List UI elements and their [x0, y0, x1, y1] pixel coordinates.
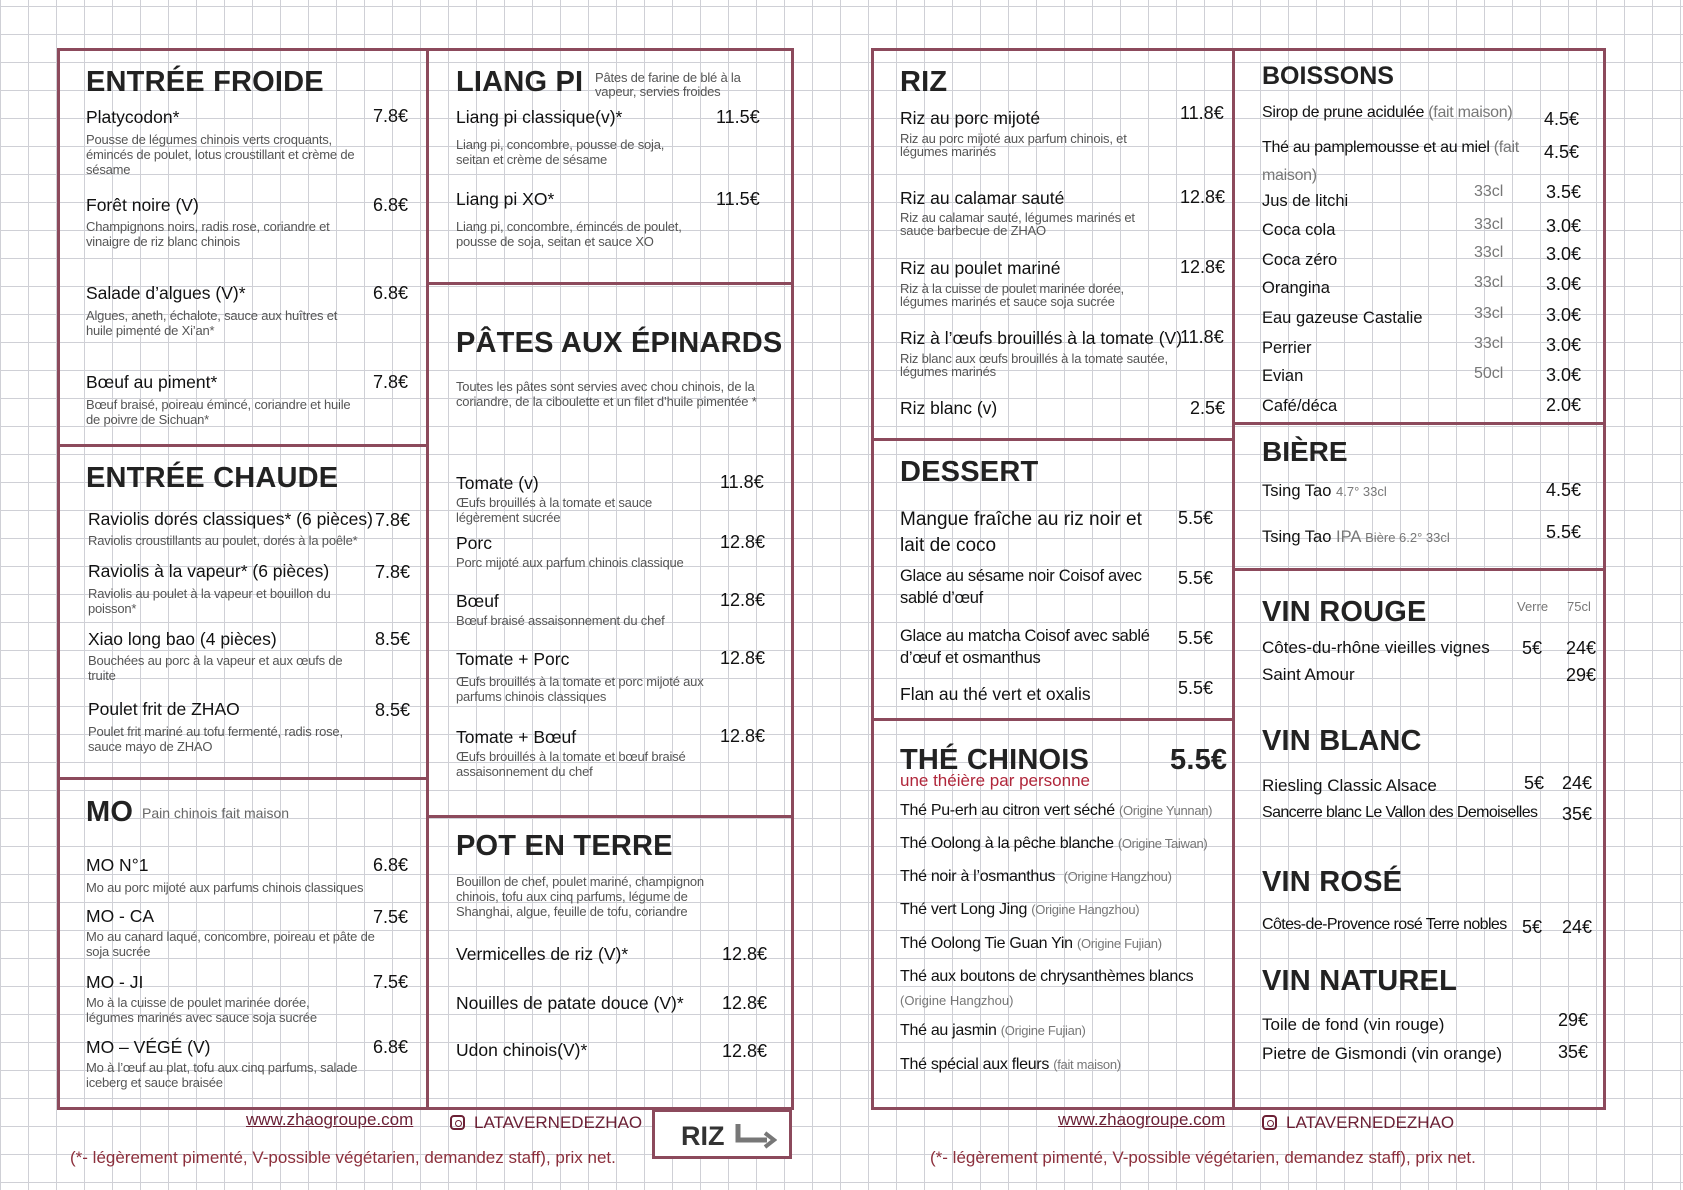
- menu-item-price: 12.8€: [720, 726, 766, 746]
- menu-item-price: 6.8€: [373, 855, 409, 875]
- menu-item-desc: Champignons noirs, radis rose, coriandre et vinaigre de riz blanc chinois: [86, 219, 330, 249]
- menu-item-desc: Œufs brouillés à la tomate et bœuf braisé assaisonnement du chef: [456, 749, 686, 779]
- drink-price: 3.0€: [1546, 365, 1582, 385]
- menu-item-name: Tomate + Porc: [456, 649, 570, 669]
- instagram-handle[interactable]: [450, 1113, 642, 1133]
- drink-name: Coca cola: [1262, 221, 1336, 239]
- wine-bottle: 35€: [1562, 804, 1593, 824]
- menu-item-name: Porc: [456, 533, 492, 553]
- tea-origin: (Origine Hangzhou): [1031, 902, 1140, 917]
- beer-detail: Bière 6.2° 33cl: [1365, 530, 1450, 545]
- menu-item-name: Riz blanc (v): [900, 398, 998, 418]
- menu-item-name: Glace au sésame noir Coisof avec sablé d’œuf: [900, 567, 1142, 607]
- beer-price: 4.5€: [1546, 480, 1582, 500]
- menu-item-price: 6.8€: [373, 1037, 409, 1057]
- menu-item-name: Glace au matcha Coisof avec sablé d’œuf et osmanthus: [900, 627, 1150, 667]
- wine-bottle: 29€: [1558, 1010, 1589, 1030]
- drink-price: 3.0€: [1546, 305, 1582, 325]
- tea-origin: (Origine Hangzhou): [1063, 869, 1172, 884]
- menu-item-name: Udon chinois(V)*: [456, 1040, 588, 1060]
- drink-price: 3.0€: [1546, 244, 1582, 264]
- wine-name: Pietre de Gismondi (vin orange): [1262, 1044, 1503, 1063]
- tea-name: Thé Pu-erh au citron vert séché: [900, 802, 1115, 819]
- divider: [871, 438, 1235, 441]
- drink-name: Eau gazeuse Castalie: [1262, 309, 1423, 327]
- menu-item-price: 5.5€: [1178, 628, 1214, 648]
- divider: [57, 777, 429, 780]
- the-price: 5.5€: [1170, 744, 1228, 776]
- section-title-entree-chaude: ENTRÉE CHAUDE: [86, 462, 339, 494]
- drink-name: Café/déca: [1262, 397, 1338, 415]
- drink-price: 3.0€: [1546, 216, 1582, 236]
- menu-item-desc: Raviolis croustillants au poulet, dorés à la poêle*: [88, 533, 358, 548]
- website-link[interactable]: www.zhaogroupe.com: [1058, 1110, 1226, 1129]
- menu-item-price: 5.5€: [1178, 508, 1214, 528]
- section-title-boissons: BOISSONS: [1262, 62, 1394, 90]
- menu-item-desc: Mo à la cuisse de poulet marinée dorée, légumes marinés avec sauce soja sucrée: [86, 995, 317, 1025]
- website-link[interactable]: www.zhaogroupe.com: [246, 1110, 414, 1129]
- menu-item-price: 7.8€: [373, 372, 409, 392]
- menu-item-desc: Liang pi, concombre, pousse de soja, seitan et crème de sésame: [456, 137, 665, 167]
- menu-item-price: 7.5€: [373, 907, 409, 927]
- wine-col-verre: Verre: [1517, 599, 1549, 614]
- menu-item-desc: Mo à l’œuf au plat, tofu aux cinq parfums, salade iceberg et sauce braisée: [86, 1060, 358, 1090]
- drink-name: Thé au pamplemousse et au miel: [1262, 139, 1490, 156]
- menu-item-desc: Raviolis au poulet à la vapeur et bouillon du poisson*: [88, 586, 331, 616]
- wine-name: Riesling Classic Alsace: [1262, 776, 1437, 795]
- drink-name: Evian: [1262, 367, 1304, 385]
- beer-name: Tsing Tao: [1262, 528, 1332, 546]
- menu-item-price: 12.8€: [720, 532, 766, 552]
- drink-volume: 33cl: [1474, 216, 1504, 233]
- wine-bottle: 24€: [1562, 917, 1593, 937]
- tea-item: [900, 868, 1172, 886]
- menu-item-name: Riz à l’œufs brouillés à la tomate (V): [900, 328, 1183, 348]
- menu-item-price: 7.8€: [375, 562, 411, 582]
- tea-item: [900, 1056, 1121, 1074]
- tea-origin: (Origine Yunnan): [1118, 803, 1213, 818]
- beer-ipa: IPA: [1336, 528, 1361, 546]
- beer-detail: 4.7° 33cl: [1336, 484, 1387, 499]
- menu-item-desc: Porc mijoté aux parfum chinois classique: [456, 555, 684, 570]
- wine-name: Côtes-du-rhône vieilles vignes: [1262, 638, 1490, 657]
- menu-item-price: 12.8€: [720, 648, 766, 668]
- wine-name: Côtes-de-Provence rosé Terre nobles: [1262, 916, 1507, 933]
- section-intro-pot: Bouillon de chef, poulet mariné, champignon chinois, tofu aux cinq parfums, légume de Shanghai, algue, feuille de tofu, coriandre: [456, 874, 704, 919]
- menu-item-name: Xiao long bao (4 pièces): [88, 629, 277, 649]
- section-title-biere: BIÈRE: [1262, 436, 1348, 467]
- menu-item-desc: Œufs brouillés à la tomate et sauce légèrement sucrée: [456, 495, 653, 525]
- menu-item-price: 6.8€: [373, 195, 409, 215]
- tea-item: [900, 935, 1162, 953]
- footnote: (*- légèrement pimenté, V-possible végétarien, demandez staff), prix net.: [930, 1148, 1476, 1167]
- tea-name: Thé noir à l’osmanthus: [900, 868, 1056, 885]
- section-subtitle-liang-pi: Pâtes de farine de blé à la vapeur, servies froides: [595, 70, 741, 99]
- menu-item-price: 12.8€: [722, 1041, 768, 1061]
- menu-item-name: MO – VÉGÉ (V): [86, 1037, 211, 1057]
- menu-item-name: Riz au calamar sauté: [900, 188, 1065, 208]
- drink-name: Sirop de prune acidulée: [1262, 104, 1425, 121]
- menu-item-name: Liang pi classique(v)*: [456, 107, 623, 127]
- drink-name: Perrier: [1262, 339, 1312, 357]
- tea-name: Thé vert Long Jing: [900, 901, 1028, 918]
- menu-item-price: 11.5€: [716, 189, 760, 209]
- menu-item-price: 7.8€: [375, 510, 411, 530]
- section-title-vin-rouge: VIN ROUGE: [1262, 596, 1427, 628]
- menu-item-name: Bœuf: [456, 591, 499, 611]
- tea-item: [900, 835, 1207, 853]
- section-title-pot-en-terre: POT EN TERRE: [456, 830, 673, 862]
- tea-item: [900, 901, 1139, 919]
- wine-bottle: 35€: [1558, 1042, 1589, 1062]
- menu-item-name: Raviolis dorés classiques* (6 pièces): [88, 509, 373, 529]
- menu-item-price: 11.5€: [716, 107, 760, 127]
- instagram-icon: [450, 1115, 465, 1130]
- wine-name: Saint Amour: [1262, 665, 1355, 684]
- menu-item-price: 7.5€: [373, 972, 409, 992]
- riz-page-button[interactable]: [652, 1109, 792, 1159]
- turn-arrow-icon: [733, 1122, 777, 1152]
- instagram-handle[interactable]: [1262, 1113, 1454, 1133]
- beer-name: Tsing Tao: [1262, 482, 1332, 500]
- menu-item-name: Tomate (v): [456, 473, 539, 493]
- menu-item-name: Platycodon*: [86, 107, 180, 127]
- menu-item-price: 12.8€: [720, 590, 766, 610]
- menu-item-desc: Poulet frit mariné au tofu fermenté, radis rose, sauce mayo de ZHAO: [88, 724, 343, 754]
- section-title-mo: MO: [86, 796, 134, 828]
- menu-item-name: Raviolis à la vapeur* (6 pièces): [88, 561, 330, 581]
- tea-name: Thé Oolong Tie Guan Yin: [900, 935, 1073, 952]
- menu-item-price: 5.5€: [1178, 678, 1214, 698]
- menu-item-price: 2.5€: [1190, 398, 1226, 418]
- drink-price: 3.0€: [1546, 274, 1582, 294]
- drink-price: 3.5€: [1546, 182, 1582, 202]
- section-title-vin-rose: VIN ROSÉ: [1262, 866, 1403, 898]
- drink-price: 4.5€: [1544, 109, 1580, 129]
- section-title-vin-blanc: VIN BLANC: [1262, 725, 1422, 757]
- divider: [426, 815, 794, 818]
- menu-item-name: MO N°1: [86, 855, 149, 875]
- tea-item: [900, 802, 1212, 820]
- drink-name: Orangina: [1262, 279, 1330, 297]
- tea-item: [900, 1022, 1086, 1040]
- drink-volume: 33cl: [1474, 274, 1504, 291]
- menu-item-price: 11.8€: [1180, 103, 1224, 123]
- menu-item-desc: Mo au canard laqué, concombre, poireau et pâte de soja sucrée: [86, 929, 375, 959]
- menu-item-price: 7.8€: [373, 106, 409, 126]
- drink-volume: 33cl: [1474, 244, 1504, 261]
- beer-item: [1262, 528, 1450, 547]
- menu-item-desc: Œufs brouillés à la tomate et porc mijoté aux parfums chinois classiques: [456, 674, 704, 704]
- tea-origin: (fait maison): [1053, 1057, 1121, 1072]
- menu-item-price: 8.5€: [375, 629, 411, 649]
- menu-item-desc: Liang pi, concombre, émincés de poulet, pousse de soja, seitan et sauce XO: [456, 219, 682, 249]
- wine-verre: 5€: [1522, 917, 1543, 937]
- drink-volume: 33cl: [1474, 305, 1504, 322]
- drink-item: [1262, 104, 1512, 122]
- tea-name: Thé spécial aux fleurs: [900, 1056, 1050, 1073]
- tea-origin: (Origine Taiwan): [1117, 836, 1208, 851]
- drink-name: Jus de litchi: [1262, 192, 1349, 210]
- menu-item-name: Bœuf au piment*: [86, 372, 218, 392]
- menu-item-name: MO - CA: [86, 906, 155, 926]
- menu-item-desc: Algues, aneth, échalote, sauce aux huîtres et huile pimenté de Xi’an*: [86, 308, 338, 338]
- section-title-the: THÉ CHINOIS: [900, 744, 1090, 776]
- riz-button-label: RIZ: [681, 1121, 725, 1151]
- menu-item-desc: Bœuf braisé, poireau émincé, coriandre et huile de poivre de Sichuan*: [86, 397, 351, 427]
- menu-item-price: 11.8€: [720, 472, 764, 492]
- section-intro-pates: Toutes les pâtes sont servies avec chou chinois, de la coriandre, de la ciboulette et un filet d’huile pimentée *: [456, 379, 757, 409]
- wine-verre: 5€: [1522, 638, 1543, 658]
- tea-name: Thé aux boutons de chrysanthèmes blancs: [900, 968, 1194, 985]
- drink-price: 2.0€: [1546, 395, 1582, 415]
- menu-item-desc: Riz au calamar sauté, légumes marinés et sauce barbecue de ZHAO: [900, 210, 1135, 238]
- menu-item-name: Liang pi XO*: [456, 189, 555, 209]
- wine-verre: 5€: [1524, 773, 1545, 793]
- menu-item-desc: Riz au porc mijoté aux parfum chinois, et légumes marinés: [900, 131, 1127, 159]
- menu-item-name: Flan au thé vert et oxalis: [900, 684, 1091, 704]
- menu-item-name: Poulet frit de ZHAO: [88, 699, 240, 719]
- wine-bottle: 24€: [1562, 773, 1593, 793]
- divider: [1232, 422, 1606, 425]
- drink-volume: 50cl: [1474, 365, 1504, 382]
- drink-extra: (fait maison): [1262, 139, 1519, 184]
- menu-item-price: 5.5€: [1178, 568, 1214, 588]
- divider: [426, 282, 794, 285]
- section-subtitle-mo: Pain chinois fait maison: [142, 805, 290, 821]
- instagram-label: LATAVERNEDEZHAO: [474, 1113, 643, 1132]
- beer-price: 5.5€: [1546, 522, 1582, 542]
- menu-item-desc: Riz à la cuisse de poulet marinée dorée, légumes marinés et sauce soja sucrée: [900, 281, 1124, 309]
- menu-item-desc: Pousse de légumes chinois verts croquants, émincés de poulet, lotus croustillant et crème de sésame: [86, 132, 355, 177]
- menu-item-desc: Bœuf braisé assaisonnement du chef: [456, 613, 665, 628]
- drink-name: Coca zéro: [1262, 251, 1338, 269]
- drink-extra: (fait maison): [1428, 104, 1513, 121]
- the-subtitle: une théière par personne: [900, 771, 1090, 790]
- section-title-pates: PÂTES AUX ÉPINARDS: [456, 327, 783, 359]
- tea-origin: (Origine Hangzhou): [900, 993, 1014, 1008]
- drink-price: 4.5€: [1544, 142, 1580, 162]
- menu-item-name: Nouilles de patate douce (V)*: [456, 993, 684, 1013]
- menu-item-price: 12.8€: [722, 944, 768, 964]
- tea-item: [900, 968, 1193, 986]
- menu-item-name: Mangue fraîche au riz noir et lait de coco: [900, 509, 1142, 556]
- menu-item-price: 6.8€: [373, 283, 409, 303]
- menu-item-price: 12.8€: [1180, 187, 1226, 207]
- divider: [57, 444, 429, 447]
- section-title-dessert: DESSERT: [900, 456, 1039, 488]
- wine-bottle: 24€: [1566, 638, 1597, 658]
- beer-item: [1262, 482, 1387, 501]
- tea-name: Thé au jasmin: [900, 1022, 997, 1039]
- divider: [1232, 568, 1606, 571]
- menu-item-price: 12.8€: [722, 993, 768, 1013]
- drink-price: 3.0€: [1546, 335, 1582, 355]
- section-title-liang-pi: LIANG PI: [456, 66, 584, 98]
- menu-item-name: Tomate + Bœuf: [456, 727, 577, 747]
- footnote: (*- légèrement pimenté, V-possible végétarien, demandez staff), prix net.: [70, 1148, 616, 1167]
- tea-name: Thé Oolong à la pêche blanche: [900, 835, 1114, 852]
- section-title-riz: RIZ: [900, 66, 948, 98]
- menu-item-desc: Bouchées au porc à la vapeur et aux œufs de truite: [88, 653, 343, 683]
- menu-item-name: Riz au poulet mariné: [900, 258, 1061, 278]
- drink-volume: 33cl: [1474, 335, 1504, 352]
- tea-origin: (Origine Fujian): [1000, 1023, 1086, 1038]
- wine-name: Toile de fond (vin rouge): [1262, 1015, 1445, 1034]
- wine-name: Sancerre blanc Le Vallon des Demoiselles: [1262, 804, 1538, 821]
- section-title-entree-froide: ENTRÉE FROIDE: [86, 66, 324, 98]
- wine-bottle: 29€: [1566, 665, 1597, 685]
- drink-volume: 33cl: [1474, 183, 1504, 200]
- divider: [871, 718, 1235, 721]
- menu-item-desc: Riz blanc aux œufs brouillés à la tomate sautée, légumes marinés: [900, 351, 1168, 379]
- menu-item-price: 12.8€: [1180, 257, 1226, 277]
- menu-item-name: MO - JI: [86, 972, 144, 992]
- drink-item: [1262, 134, 1537, 190]
- menu-item-price: 11.8€: [1180, 327, 1224, 347]
- section-title-vin-naturel: VIN NATUREL: [1262, 965, 1457, 997]
- tea-origin: (Origine Fujian): [1076, 936, 1162, 951]
- menu-item-name: Salade d’algues (V)*: [86, 283, 246, 303]
- menu-item-price: 8.5€: [375, 700, 411, 720]
- instagram-icon: [1262, 1115, 1277, 1130]
- wine-col-bottle: 75cl: [1567, 599, 1591, 614]
- menu-item-desc: Mo au porc mijoté aux parfums chinois classiques: [86, 880, 364, 895]
- menu-item-name: Forêt noire (V): [86, 195, 199, 215]
- menu-item-name: Vermicelles de riz (V)*: [456, 944, 629, 964]
- menu-item-name: Riz au porc mijoté: [900, 108, 1041, 128]
- instagram-label: LATAVERNEDEZHAO: [1286, 1113, 1455, 1132]
